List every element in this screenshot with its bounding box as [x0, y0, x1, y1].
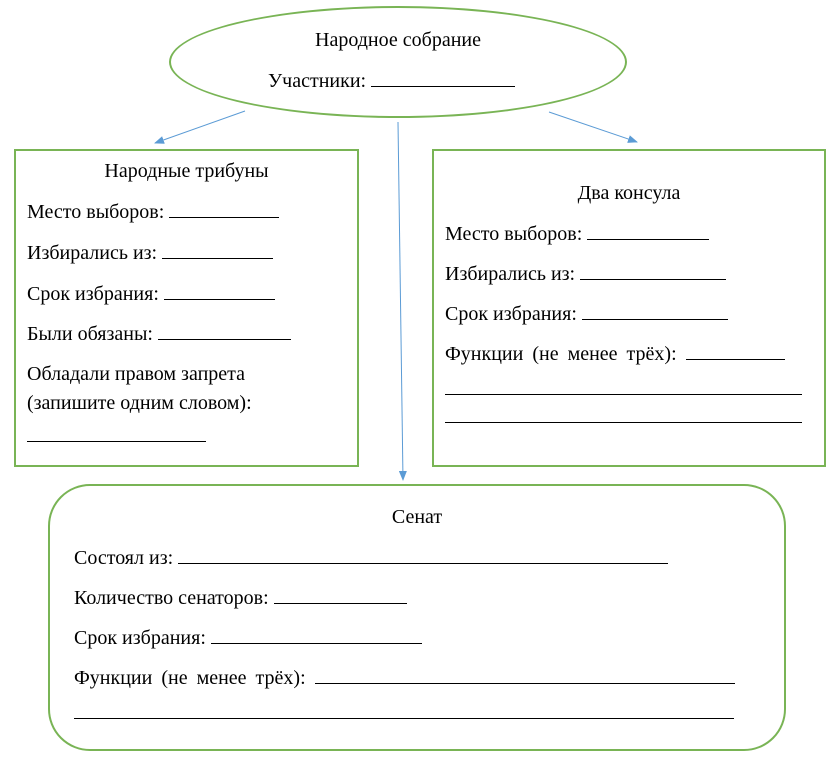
consuls-functions-blank-2[interactable] [445, 393, 802, 395]
arrow-to-consuls [549, 112, 637, 142]
consuls-functions-label: Функции (не менее трёх): [445, 343, 677, 365]
consuls-term-row [445, 302, 728, 326]
senate-functions-label: Функции (не менее трёх): [74, 667, 306, 689]
arrow-to-senate [398, 122, 403, 480]
consuls-elected-from-blank[interactable] [580, 278, 726, 280]
assembly-participants-row [268, 69, 515, 93]
tribunes-term-row [27, 282, 275, 306]
assembly-title: Народное собрание [315, 29, 481, 51]
tribunes-veto-label-2: (запишите одним словом): [27, 392, 252, 414]
tribunes-title: Народные трибуны [104, 160, 269, 182]
tribunes-elected-from-blank[interactable] [162, 257, 273, 259]
tribunes-elected-from-label: Избирались из: [27, 242, 158, 264]
tribunes-box [14, 149, 359, 467]
senate-consisted-label: Состоял из: [74, 547, 174, 569]
senate-functions-row [74, 666, 735, 690]
assembly-participants-blank[interactable] [371, 85, 515, 87]
tribunes-term-blank[interactable] [164, 298, 275, 300]
tribunes-term-label: Срок избрания: [27, 283, 159, 305]
arrow-to-tribunes [155, 111, 245, 143]
consuls-functions-blank-1[interactable] [686, 358, 785, 360]
tribunes-elected-from-row [27, 241, 273, 265]
consuls-functions-row [445, 342, 785, 366]
assembly-participants-label: Участники: [268, 70, 367, 92]
senate-count-label: Количество сенаторов: [74, 587, 269, 609]
tribunes-veto-label-1: Обладали правом запрета [27, 363, 246, 385]
tribunes-veto-blank[interactable] [27, 440, 206, 442]
senate-title: Сенат [391, 506, 443, 528]
senate-count-row [74, 586, 407, 610]
tribunes-obliged-row [27, 322, 291, 346]
tribunes-election-place-label: Место выборов: [27, 201, 165, 223]
senate-functions-blank-1[interactable] [315, 682, 735, 684]
consuls-election-place-blank[interactable] [587, 238, 709, 240]
senate-term-row [74, 626, 422, 650]
senate-functions-blank-2[interactable] [74, 717, 734, 719]
senate-consisted-row [74, 546, 668, 570]
tribunes-election-place-row [27, 200, 279, 224]
consuls-term-blank[interactable] [582, 318, 728, 320]
consuls-functions-blank-3[interactable] [445, 421, 802, 423]
assembly-ellipse [169, 6, 627, 118]
senate-term-label: Срок избрания: [74, 627, 206, 649]
senate-term-blank[interactable] [211, 642, 422, 644]
senate-consisted-blank[interactable] [178, 562, 668, 564]
tribunes-obliged-blank[interactable] [158, 338, 291, 340]
consuls-elected-from-row [445, 262, 726, 286]
consuls-elected-from-label: Избирались из: [445, 263, 576, 285]
senate-count-blank[interactable] [274, 602, 407, 604]
consuls-election-place-label: Место выборов: [445, 223, 583, 245]
tribunes-election-place-blank[interactable] [169, 216, 279, 218]
consuls-election-place-row [445, 222, 709, 246]
tribunes-obliged-label: Были обязаны: [27, 323, 153, 345]
consuls-term-label: Срок избрания: [445, 303, 577, 325]
consuls-title: Два консула [577, 182, 681, 204]
